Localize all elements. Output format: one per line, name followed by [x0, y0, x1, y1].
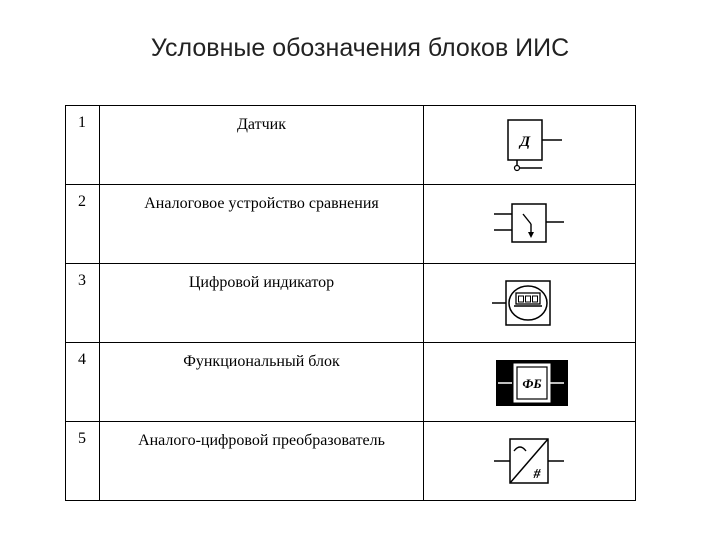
row-symbol: [424, 264, 636, 343]
row-symbol: [424, 422, 636, 501]
row-number: 5: [66, 422, 100, 501]
legend-table: [65, 105, 636, 501]
row-number: 3: [66, 264, 100, 343]
row-name: Аналоговое устройство сравнения: [100, 185, 424, 264]
adc-digital-label: #: [533, 467, 540, 482]
table-row: [66, 185, 636, 264]
functional-block-icon: [490, 352, 570, 412]
analog-comparator-icon: [490, 194, 570, 254]
sensor-block-icon: [490, 115, 570, 175]
slide-title: Условные обозначения блоков ИИС: [150, 34, 570, 62]
sensor-symbol-label: Д: [519, 134, 530, 150]
row-number: 2: [66, 185, 100, 264]
row-name: Цифровой индикатор: [100, 264, 424, 343]
table-row: [66, 343, 636, 422]
functional-block-label: ФБ: [521, 376, 542, 391]
row-number: 4: [66, 343, 100, 422]
table-row: [66, 106, 636, 185]
table-row: [66, 264, 636, 343]
row-name: Датчик: [100, 106, 424, 185]
row-name: Аналого-цифровой преобразователь: [100, 422, 424, 501]
row-number: 1: [66, 106, 100, 185]
row-symbol: [424, 106, 636, 185]
row-symbol: [424, 343, 636, 422]
digital-indicator-icon: [490, 273, 570, 333]
row-symbol: [424, 185, 636, 264]
adc-icon: [490, 431, 570, 491]
table-row: [66, 422, 636, 501]
row-name: Функциональный блок: [100, 343, 424, 422]
